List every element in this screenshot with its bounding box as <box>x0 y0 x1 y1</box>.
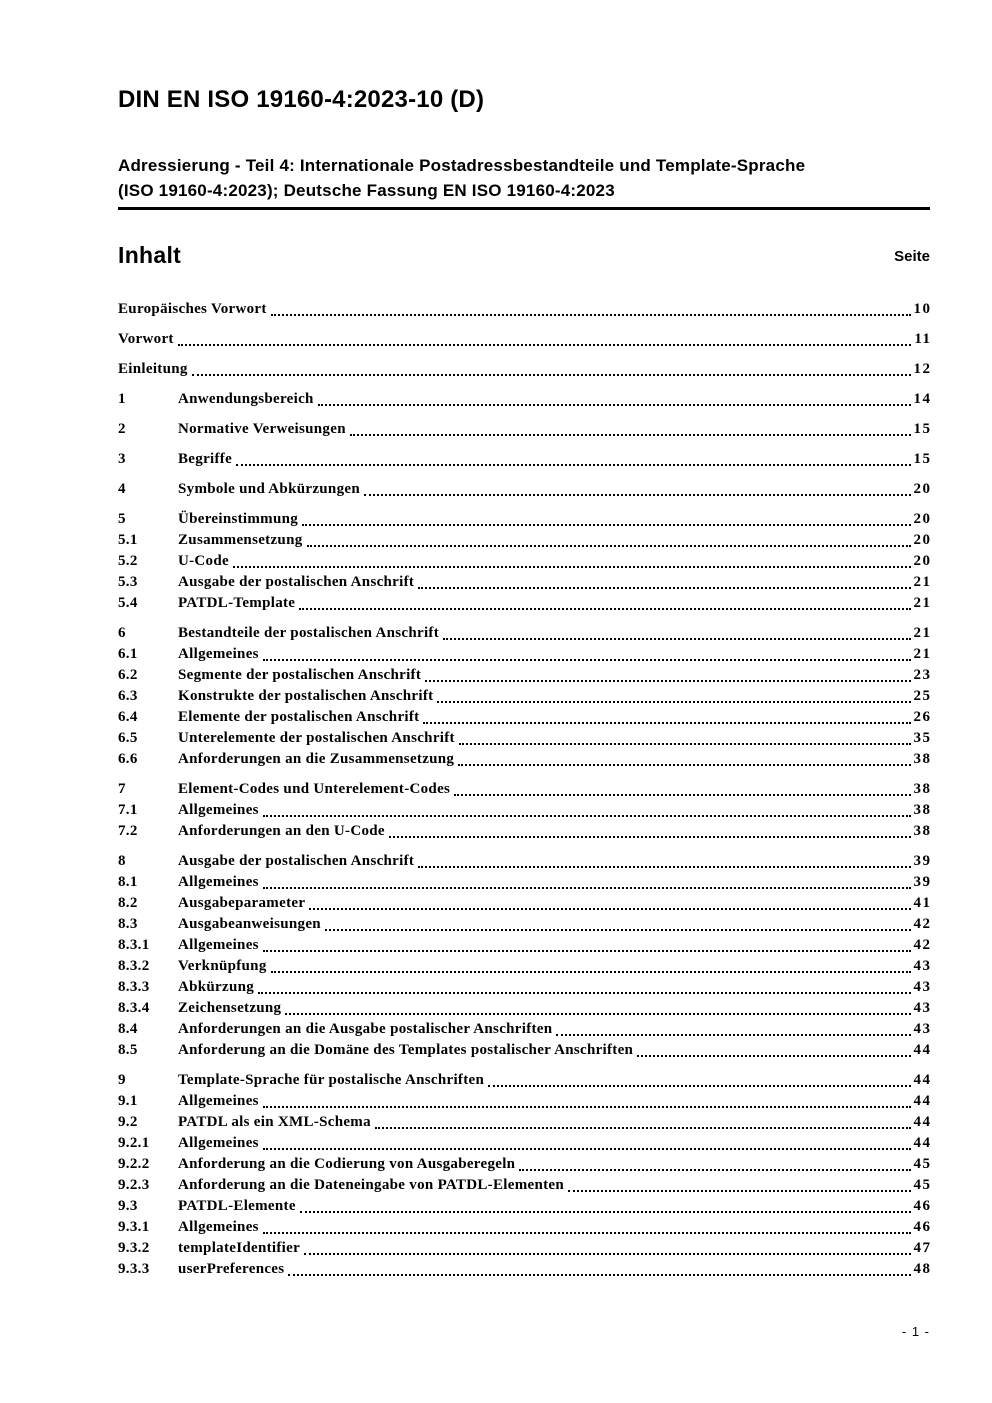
toc-leader-dots <box>519 1169 910 1171</box>
toc-entry-page: 38 <box>913 802 932 818</box>
toc-list <box>118 299 930 1280</box>
toc-entry <box>118 821 930 842</box>
toc-entry-page: 38 <box>913 751 932 767</box>
toc-entry-number: 6.1 <box>118 646 138 662</box>
toc-entry-page: 43 <box>913 1021 932 1037</box>
toc-entry-number: 9.2.1 <box>118 1135 150 1151</box>
toc-entry-page: 48 <box>913 1261 932 1277</box>
toc-leader-dots <box>459 743 911 745</box>
toc-entry-number: 8.3.3 <box>118 979 150 995</box>
toc-entry-number: 7.2 <box>118 823 138 839</box>
toc-entry <box>118 914 930 935</box>
toc-entry-number: 8.5 <box>118 1042 138 1058</box>
toc-entry-title: Anforderung an die Codierung von Ausgaberegeln <box>178 1156 516 1172</box>
toc-entry-number: 9 <box>118 1072 126 1088</box>
toc-entry-title: Verknüpfung <box>178 958 267 974</box>
toc-entry-page: 39 <box>913 874 932 890</box>
toc-entry-title: Anforderung an die Domäne des Templates postalischer Anschriften <box>178 1042 634 1058</box>
toc-leader-dots <box>568 1190 911 1192</box>
toc-entry-number: 6.6 <box>118 751 138 767</box>
toc-entry <box>118 572 930 593</box>
toc-entry-number: 2 <box>118 421 126 437</box>
toc-entry-title: Konstrukte der postalischen Anschrift <box>178 688 434 704</box>
toc-entry-title: Europäisches Vorwort <box>118 301 267 317</box>
toc-entry-page: 44 <box>913 1042 932 1058</box>
toc-entry <box>118 449 930 470</box>
toc-entry <box>118 1112 930 1133</box>
toc-entry-title: Segmente der postalischen Anschrift <box>178 667 422 683</box>
toc-entry-title: Abkürzung <box>178 979 255 995</box>
toc-entry-title: Vorwort <box>118 331 174 347</box>
toc-leader-dots <box>258 992 910 994</box>
toc-entry-page: 45 <box>913 1177 932 1193</box>
toc-entry <box>118 509 930 530</box>
toc-entry-title: Allgemeines <box>178 1135 259 1151</box>
toc-entry-page: 20 <box>913 553 932 569</box>
toc-leader-dots <box>418 587 910 589</box>
doc-subtitle-line2: (ISO 19160-4:2023); Deutsche Fassung EN ISO 19160-4:2023 <box>118 181 615 200</box>
toc-entry-number: 8.3.1 <box>118 937 150 953</box>
toc-leader-dots <box>350 434 911 436</box>
toc-entry-number: 9.3.3 <box>118 1261 150 1277</box>
toc-entry <box>118 1217 930 1238</box>
toc-entry-title: Symbole und Abkürzungen <box>178 481 360 497</box>
toc-entry <box>118 1070 930 1091</box>
toc-leader-dots <box>325 929 911 931</box>
toc-leader-dots <box>309 908 910 910</box>
toc-entry-number: 9.2 <box>118 1114 138 1130</box>
toc-leader-dots <box>263 950 911 952</box>
toc-entry-page: 38 <box>913 823 932 839</box>
toc-entry-title: Anwendungsbereich <box>178 391 314 407</box>
toc-leader-dots <box>233 566 911 568</box>
toc-entry-number: 5.1 <box>118 532 138 548</box>
toc-entry <box>118 1238 930 1259</box>
toc-entry-number: 6.3 <box>118 688 138 704</box>
toc-leader-dots <box>454 794 910 796</box>
toc-entry-title: Ausgabeanweisungen <box>178 916 321 932</box>
toc-entry <box>118 623 930 644</box>
toc-entry-title: PATDL-Elemente <box>178 1198 296 1214</box>
toc-entry <box>118 644 930 665</box>
toc-entry-page: 46 <box>913 1198 932 1214</box>
toc-entry-title: Ausgabeparameter <box>178 895 306 911</box>
toc-leader-dots <box>271 971 911 973</box>
toc-entry-page: 21 <box>913 646 932 662</box>
toc-entry-page: 44 <box>913 1093 932 1109</box>
toc-entry-title: Allgemeines <box>178 802 259 818</box>
toc-leader-dots <box>285 1013 910 1015</box>
toc-entry-number: 8.3 <box>118 916 138 932</box>
toc-entry-page: 15 <box>913 451 932 467</box>
toc-entry-number: 6.5 <box>118 730 138 746</box>
toc-leader-dots <box>375 1127 911 1129</box>
toc-entry-title: PATDL-Template <box>178 595 296 611</box>
toc-leader-dots <box>263 1148 911 1150</box>
toc-entry-page: 47 <box>913 1240 932 1256</box>
toc-entry-number: 6 <box>118 625 126 641</box>
toc-entry-number: 8.3.4 <box>118 1000 150 1016</box>
toc-entry <box>118 707 930 728</box>
toc-entry-number: 8.1 <box>118 874 138 890</box>
toc-entry <box>118 851 930 872</box>
toc-entry <box>118 299 930 320</box>
toc-entry-page: 43 <box>913 979 932 995</box>
toc-entry-page: 11 <box>914 331 932 347</box>
toc-entry-title: Begriffe <box>178 451 233 467</box>
toc-entry-page: 15 <box>913 421 932 437</box>
toc-entry-page: 20 <box>913 481 932 497</box>
toc-entry-title: Anforderung an die Dateneingabe von PATDL-Elementen <box>178 1177 564 1193</box>
toc-entry <box>118 800 930 821</box>
toc-leader-dots <box>304 1253 910 1255</box>
toc-entry-number: 8 <box>118 853 126 869</box>
toc-entry-title: Allgemeines <box>178 874 259 890</box>
toc-leader-dots <box>488 1085 910 1087</box>
toc-entry <box>118 1133 930 1154</box>
toc-entry-title: userPreferences <box>178 1261 285 1277</box>
toc-entry <box>118 530 930 551</box>
toc-leader-dots <box>263 659 911 661</box>
page-number-footer: - 1 - <box>901 1324 930 1339</box>
toc-entry-title: Allgemeines <box>178 1093 259 1109</box>
toc-entry-title: Übereinstimmung <box>178 511 299 527</box>
toc-entry-title: Allgemeines <box>178 646 259 662</box>
toc-leader-dots <box>263 815 911 817</box>
toc-entry-page: 42 <box>913 916 932 932</box>
toc-entry-title: Anforderungen an die Ausgabe postalischer Anschriften <box>178 1021 553 1037</box>
toc-entry-number: 6.2 <box>118 667 138 683</box>
toc-leader-dots <box>318 404 911 406</box>
toc-entry-page: 26 <box>913 709 932 725</box>
toc-entry-title: Allgemeines <box>178 1219 259 1235</box>
toc-entry-number: 9.3 <box>118 1198 138 1214</box>
doc-number-title: DIN EN ISO 19160-4:2023-10 (D) <box>118 86 485 113</box>
toc-entry <box>118 728 930 749</box>
toc-entry-page: 38 <box>913 781 932 797</box>
doc-subtitle <box>118 153 930 203</box>
toc-entry <box>118 1019 930 1040</box>
toc-entry-number: 7.1 <box>118 802 138 818</box>
toc-leader-dots <box>302 524 910 526</box>
toc-entry-number: 5 <box>118 511 126 527</box>
toc-entry-title: Allgemeines <box>178 937 259 953</box>
toc-entry-title: PATDL als ein XML-Schema <box>178 1114 371 1130</box>
toc-entry-page: 21 <box>913 625 932 641</box>
toc-leader-dots <box>443 638 910 640</box>
toc-entry-number: 8.3.2 <box>118 958 150 974</box>
toc-leader-dots <box>299 608 910 610</box>
toc-entry-page: 39 <box>913 853 932 869</box>
toc-entry <box>118 893 930 914</box>
toc-entry <box>118 1040 930 1061</box>
toc-entry <box>118 1259 930 1280</box>
toc-entry <box>118 749 930 770</box>
toc-entry <box>118 935 930 956</box>
toc-leader-dots <box>271 314 911 316</box>
toc-entry <box>118 359 930 380</box>
toc-heading: Inhalt <box>118 242 182 268</box>
toc-entry-title: Zusammensetzung <box>178 532 303 548</box>
toc-entry-number: 9.3.1 <box>118 1219 150 1235</box>
toc-entry-title: Anforderungen an die Zusammensetzung <box>178 751 455 767</box>
toc-entry <box>118 686 930 707</box>
toc-entry <box>118 779 930 800</box>
toc-entry <box>118 389 930 410</box>
toc-entry <box>118 956 930 977</box>
toc-entry <box>118 665 930 686</box>
toc-entry-title: Zeichensetzung <box>178 1000 282 1016</box>
toc-entry-page: 20 <box>913 511 932 527</box>
toc-entry-number: 4 <box>118 481 126 497</box>
toc-entry-page: 20 <box>913 532 932 548</box>
toc-entry-title: Ausgabe der postalischen Anschrift <box>178 853 415 869</box>
toc-entry <box>118 551 930 572</box>
toc-entry-title: U-Code <box>178 553 229 569</box>
toc-entry <box>118 1196 930 1217</box>
toc-entry-page: 45 <box>913 1156 932 1172</box>
toc-leader-dots <box>192 374 911 376</box>
toc-entry-title: Bestandteile der postalischen Anschrift <box>178 625 440 641</box>
toc-entry-title: Normative Verweisungen <box>178 421 346 437</box>
header-rule <box>118 207 930 210</box>
toc-leader-dots <box>288 1274 910 1276</box>
toc-entry-page: 14 <box>913 391 932 407</box>
toc-entry-title: Ausgabe der postalischen Anschrift <box>178 574 415 590</box>
toc-leader-dots <box>263 1232 911 1234</box>
toc-entry-title: Unterelemente der postalischen Anschrift <box>178 730 455 746</box>
toc-leader-dots <box>556 1034 910 1036</box>
toc-entry-title: Elemente der postalischen Anschrift <box>178 709 420 725</box>
toc-entry-page: 44 <box>913 1072 932 1088</box>
toc-leader-dots <box>458 764 910 766</box>
toc-leader-dots <box>307 545 911 547</box>
toc-entry <box>118 1154 930 1175</box>
toc-entry-page: 43 <box>913 1000 932 1016</box>
toc-leader-dots <box>236 464 910 466</box>
toc-entry-page: 23 <box>913 667 932 683</box>
toc-entry-number: 8.2 <box>118 895 138 911</box>
toc-entry <box>118 329 930 350</box>
toc-entry <box>118 1091 930 1112</box>
toc-leader-dots <box>178 344 912 346</box>
toc-leader-dots <box>300 1211 911 1213</box>
toc-entry-page: 46 <box>913 1219 932 1235</box>
toc-leader-dots <box>437 701 910 703</box>
toc-leader-dots <box>425 680 910 682</box>
toc-entry-title: Anforderungen an den U-Code <box>178 823 385 839</box>
toc-leader-dots <box>263 887 911 889</box>
toc-entry <box>118 1175 930 1196</box>
toc-entry-number: 5.3 <box>118 574 138 590</box>
toc-entry <box>118 593 930 614</box>
toc-entry-page: 10 <box>913 301 932 317</box>
toc-entry-number: 8.4 <box>118 1021 138 1037</box>
toc-entry-page: 25 <box>913 688 932 704</box>
toc-entry-number: 9.3.2 <box>118 1240 150 1256</box>
toc-entry-number: 5.4 <box>118 595 138 611</box>
toc-entry-number: 9.2.2 <box>118 1156 150 1172</box>
toc-leader-dots <box>364 494 911 496</box>
toc-entry-title: Einleitung <box>118 361 188 377</box>
toc-entry <box>118 998 930 1019</box>
toc-header <box>118 242 930 268</box>
toc-entry-number: 5.2 <box>118 553 138 569</box>
toc-entry-page: 44 <box>913 1135 932 1151</box>
toc-leader-dots <box>423 722 910 724</box>
toc-entry <box>118 419 930 440</box>
toc-entry <box>118 872 930 893</box>
toc-entry-page: 35 <box>913 730 932 746</box>
toc-entry <box>118 977 930 998</box>
toc-entry-number: 9.2.3 <box>118 1177 150 1193</box>
toc-entry-page: 12 <box>913 361 932 377</box>
toc-entry-page: 21 <box>913 574 932 590</box>
doc-subtitle-line1: Adressierung - Teil 4: Internationale Postadressbestandteile und Template-Sprache <box>118 156 806 175</box>
toc-entry-title: templateIdentifier <box>178 1240 301 1256</box>
toc-entry-number: 9.1 <box>118 1093 138 1109</box>
page-column-label: Seite <box>894 248 930 265</box>
toc-entry-title: Element-Codes und Unterelement-Codes <box>178 781 451 797</box>
toc-entry-page: 44 <box>913 1114 932 1130</box>
toc-leader-dots <box>389 836 911 838</box>
toc-entry <box>118 479 930 500</box>
toc-entry-page: 43 <box>913 958 932 974</box>
toc-leader-dots <box>637 1055 910 1057</box>
toc-entry-number: 7 <box>118 781 126 797</box>
toc-leader-dots <box>263 1106 911 1108</box>
toc-entry-page: 42 <box>913 937 932 953</box>
toc-entry-page: 21 <box>913 595 932 611</box>
toc-entry-number: 1 <box>118 391 126 407</box>
toc-entry-title: Template-Sprache für postalische Anschriften <box>178 1072 485 1088</box>
toc-leader-dots <box>418 866 910 868</box>
toc-entry-number: 3 <box>118 451 126 467</box>
toc-entry-number: 6.4 <box>118 709 138 725</box>
toc-entry-page: 41 <box>913 895 932 911</box>
